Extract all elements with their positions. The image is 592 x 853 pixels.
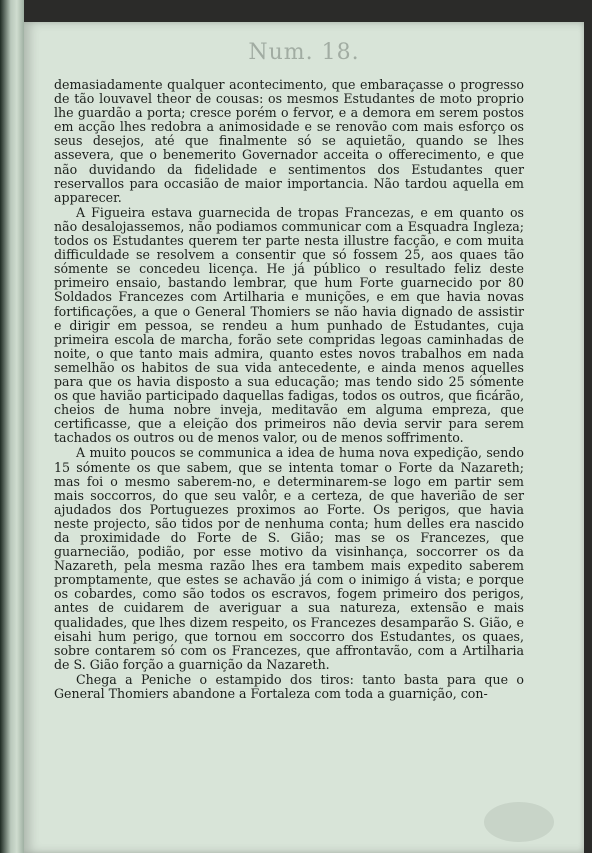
paragraph-4: Chega a Peniche o estampido dos tiros: tanto basta para que o General Thomiers abandone a Fortaleza com toda a guarnição, con- [54,671,524,702]
document-page [24,22,584,853]
page-header: Num. 18. [248,40,360,65]
paragraph-2: A Figueira estava guarnecida de tropas Francezas, e em quanto os não desalojassemos, não podiamos communicar com a Esquadra Ingleza; todos os Estudantes querem ter parte nesta illustre facção, e com muita difficuldade se resolvem a consentir que só fossem 25, aos quaes tão sómente se concedeu licença. He já público o resultado feliz deste primeiro ensaio, bastando lembrar, que hum Forte guarnecido por 80 Soldados Francezes com Artilharia e munições, e em que havia novas fortificações, a que o General Thomiers se não havia dignado de assistir e dirigir em pessoa, se rendeu a hum punhado de Estudantes, cuja primeira escola de marcha, forão sete compridas legoas caminhadas de noite, o que tanto mais admira, quanto estes novos trabalhos em nada semelhão os habitos de sua vida antecedente, e ainda menos aquelles para que os havia disposto a sua educação; mas tendo sido 25 sómente os que havião participado daquellas fadigas, todos os outros, que ficárão, cheios de huma nobre inveja, meditavão em alguma empreza, que certificasse, que a eleição dos primeiros não devia servir para serem tachados os outros ou de menos valor, ou de menos soffrimento. [54,204,524,446]
body-text [54,78,524,701]
book-spine [0,0,24,853]
paragraph-3: A muito poucos se communica a idea de huma nova expedição, sendo 15 sómente os que sabem, que se intenta tomar o Forte da Nazareth; mas foi o mesmo saberem-no, e determinarem-se logo em partir sem mais soccorros, do que seu valôr, e a certeza, de que haverião de ser ajudados dos Portuguezes proximos ao Forte. Os perigos, que havia neste projecto, são tidos por de nenhuma conta; hum delles era nascido da proximidade do Forte de S. Gião; mas se os Francezes, que guarnecião, podião, por esse motivo da visinhança, soccorrer os da Nazareth, pela mesma razão lhes era tambem mais expedito saberem promptamente, que estes se achavão já com o inimigo á vista; e porque os cobardes, como são todos os escravos, fogem primeiro dos perigos, antes de cuidarem de averiguar a sua natureza, extensão e mais qualidades, que lhes dizem respeito, os Francezes desamparão S. Gião, e eisahi hum perigo, que tornou em soccorro dos Estudantes, os quaes, sobre contarem só com os Francezes, que affrontavão, com a Artilharia de S. Gião forção a guarnição da Nazareth. [54,445,524,672]
paper-stain [484,802,554,842]
paragraph-1: demasiadamente qualquer acontecimento, que embaraçasse o progresso de tão louvavel theor de cousas: os mesmos Estudantes de moto proprio lhe guardão a porta; cresce porém o fervor, e a demora em serem postos em acção lhes redobra a animosidade e se renovão com mais esforço os seus desejos, até que finalmente só se aquietão, quando se lhes assevera, que o benemerito Governador acceita o offerecimento, e que não duvidando da fidelidade e sentimentos dos Estudantes quer reservallos para occasião de maior importancia. Não tardou aquella em apparecer. [54,77,524,205]
